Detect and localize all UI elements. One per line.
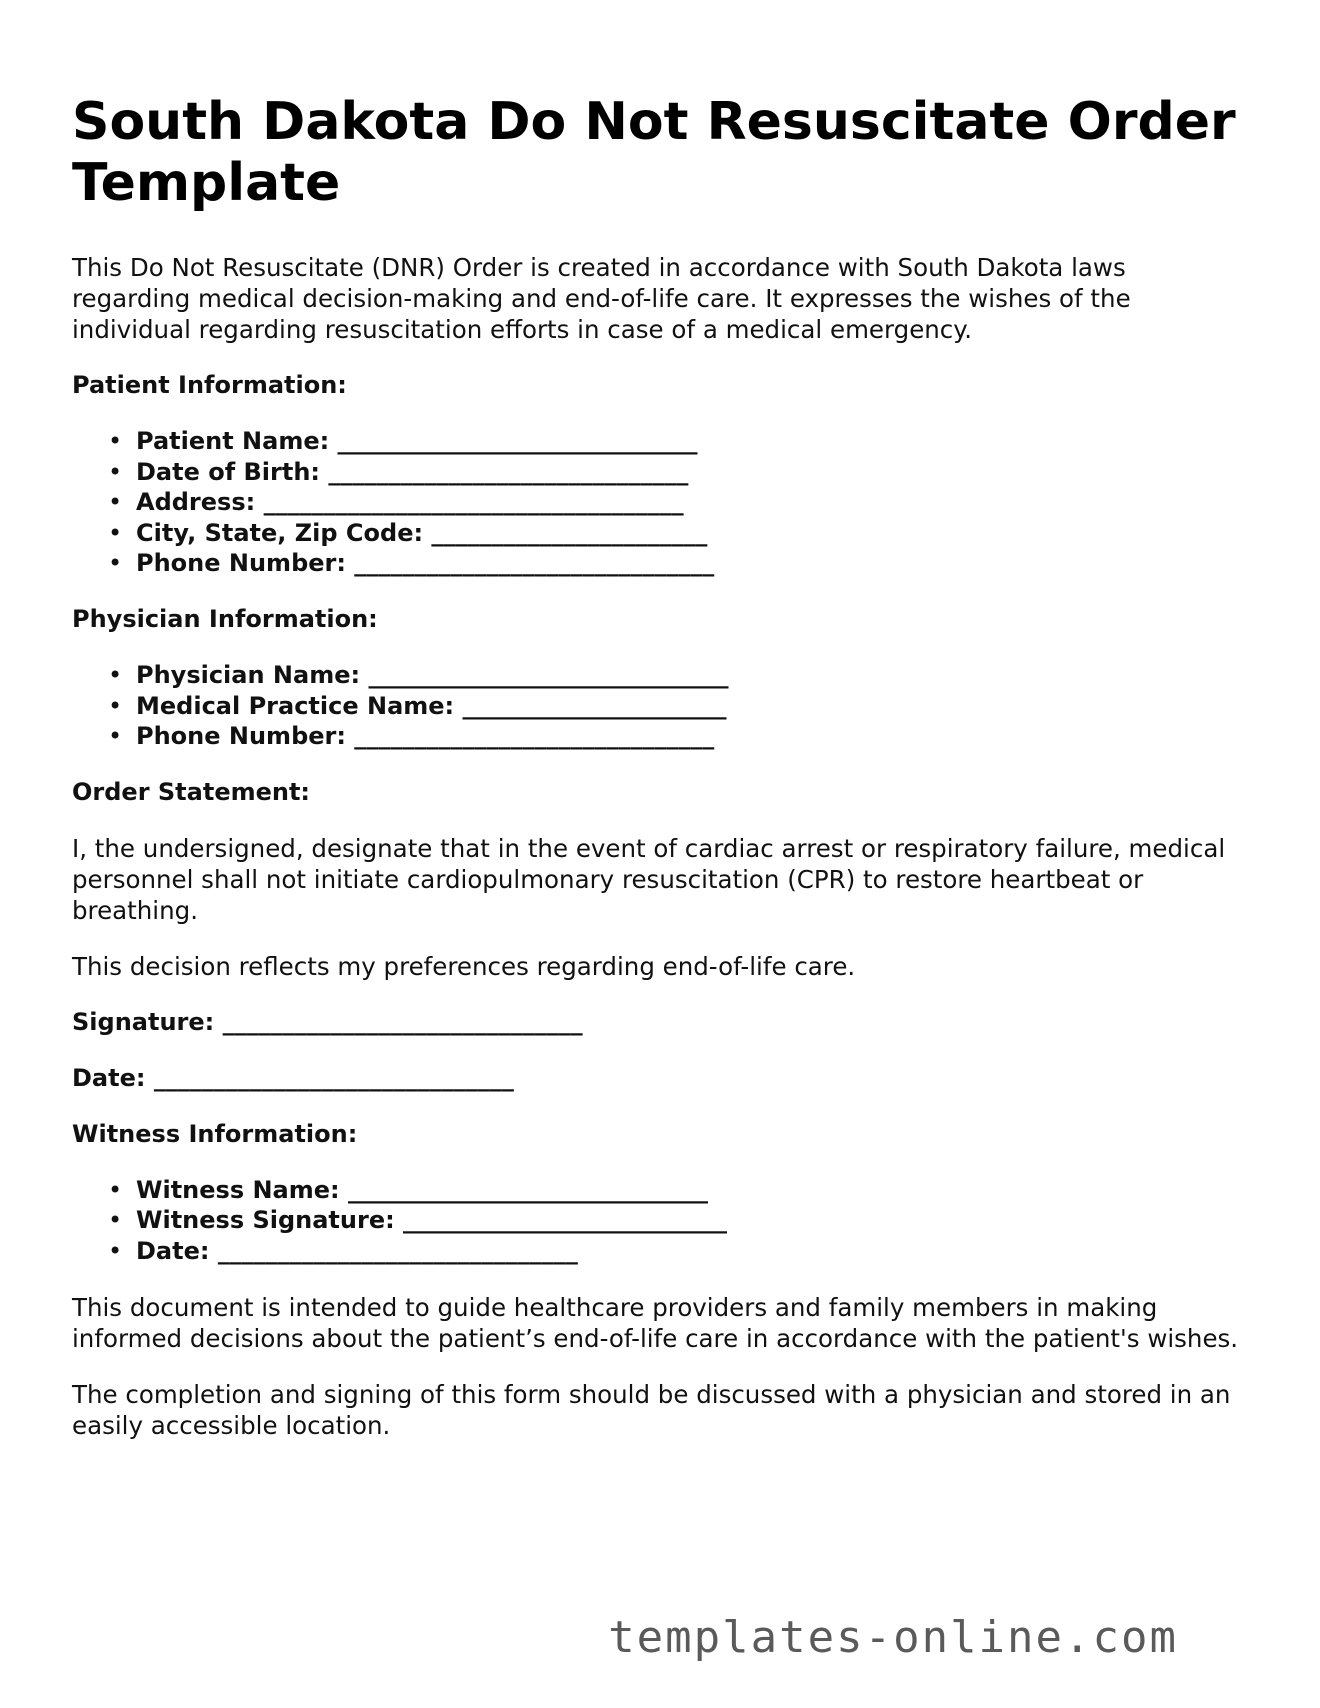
patient-name-field[interactable] [108, 426, 1248, 457]
date-field[interactable]: Date: ______________________________ [72, 1063, 514, 1092]
physician-info-list [72, 660, 1248, 752]
field-label: Phone Number: ______________________________ [136, 549, 715, 578]
decision-reflection-paragraph: This decision reflects my preferences regarding end-of-life care. [72, 951, 856, 981]
bullet-icon: • [108, 722, 123, 751]
bullet-icon: • [108, 518, 123, 547]
field-label: Witness Signature: ___________________________ [136, 1206, 728, 1235]
page-title: South Dakota Do Not Resuscitate Order Template [72, 92, 1236, 213]
closing-paragraph-guidance: This document is intended to guide healthcare providers and family members in making informed decisions about the patient’s end-of-life care in accordance with the patient's wishes. [72, 1292, 1239, 1353]
bullet-icon: • [108, 549, 123, 578]
patient-info-heading: Patient Information: [72, 371, 347, 399]
witness-date-field[interactable] [108, 1236, 1248, 1267]
intro-paragraph: This Do Not Resuscitate (DNR) Order is created in accordance with South Dakota laws regarding medical decision-making and end-of-life care. It expresses the wishes of the individual regarding resuscitation efforts in case of a medical emergency. [72, 253, 1131, 344]
bullet-icon: • [108, 1206, 123, 1235]
field-label: Medical Practice Name: ______________________ [136, 691, 727, 720]
city-state-zip-field[interactable] [108, 518, 1248, 549]
document-page [72, 92, 1248, 1466]
physician-info-heading: Physician Information: [72, 604, 378, 633]
watermark-logo: templates-online.com [608, 1612, 1178, 1663]
bullet-icon: • [108, 691, 123, 720]
patient-phone-field[interactable] [108, 548, 1248, 579]
field-label: Date: ______________________________ [136, 1236, 578, 1265]
bullet-icon: • [108, 660, 123, 689]
bullet-icon: • [108, 457, 123, 486]
order-statement-heading: Order Statement: [72, 777, 311, 806]
field-label: Address: ___________________________________ [136, 488, 684, 517]
physician-name-field[interactable] [108, 660, 1248, 691]
field-label: Date of Birth: ______________________________ [136, 457, 689, 486]
date-of-birth-field[interactable] [108, 457, 1248, 488]
order-statement-paragraph: I, the undersigned, designate that in the event of cardiac arrest or respiratory failure, medical personnel shall not initiate cardiopulmonary resuscitation (CPR) to restore heartbeat or breathing. [72, 833, 1226, 925]
witness-info-list [72, 1175, 1248, 1267]
closing-paragraph-storage: The completion and signing of this form should be discussed with a physician and stored in an easily accessible location. [72, 1379, 1231, 1440]
field-label: Witness Name: ______________________________ [136, 1175, 708, 1204]
bullet-icon: • [108, 1236, 123, 1265]
witness-signature-field[interactable] [108, 1205, 1248, 1236]
field-label: Phone Number: ______________________________ [136, 722, 715, 751]
patient-info-list [72, 426, 1248, 579]
witness-name-field[interactable] [108, 1175, 1248, 1206]
field-label: City, State, Zip Code: _______________________ [136, 518, 708, 547]
physician-phone-field[interactable] [108, 721, 1248, 752]
bullet-icon: • [108, 488, 123, 517]
address-field[interactable] [108, 487, 1248, 518]
bullet-icon: • [108, 427, 123, 455]
signature-field[interactable]: Signature: ______________________________ [72, 1007, 583, 1036]
witness-info-heading: Witness Information: [72, 1119, 358, 1148]
field-label: Physician Name: ______________________________ [136, 660, 729, 689]
bullet-icon: • [108, 1175, 123, 1204]
field-label: Patient Name: ______________________________ [136, 427, 698, 455]
medical-practice-field[interactable] [108, 691, 1248, 722]
